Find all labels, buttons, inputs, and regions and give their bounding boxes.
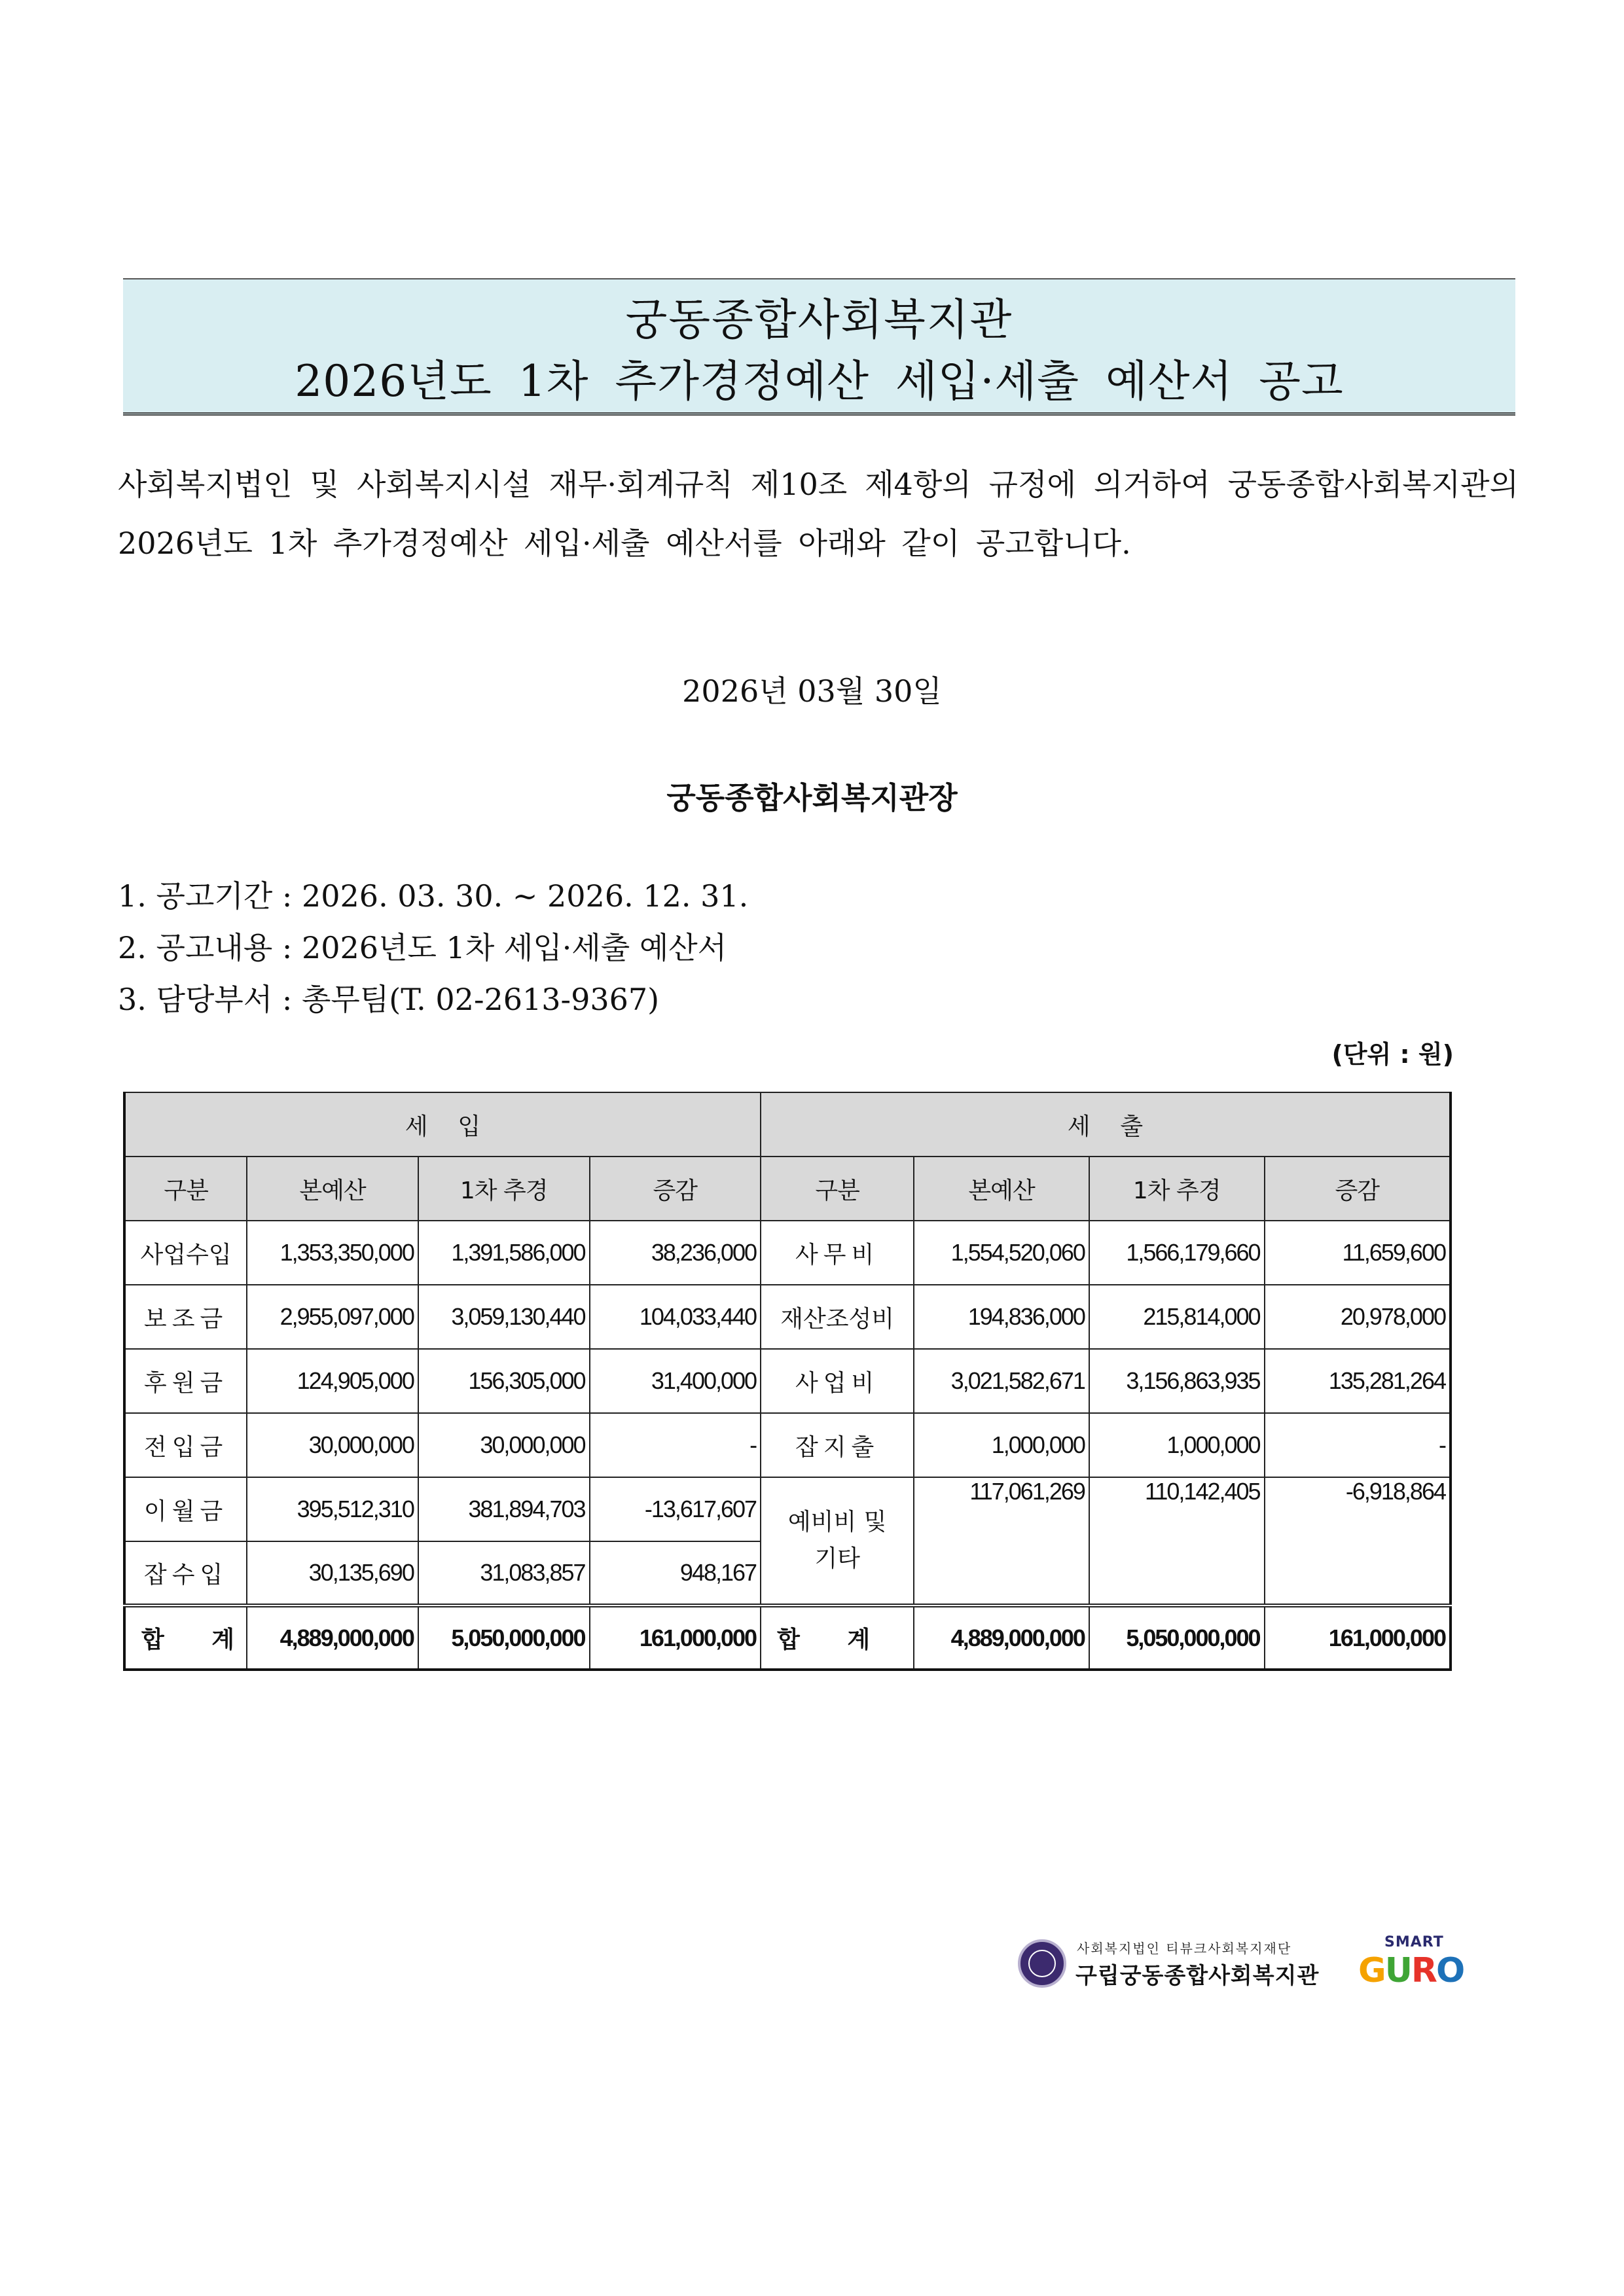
revenue-diff: 31,400,000 — [590, 1349, 761, 1413]
revenue-label: 이월금 — [124, 1477, 247, 1541]
smart-logo-text: SMART — [1384, 1934, 1444, 1950]
revenue-revised: 31,083,857 — [418, 1541, 590, 1605]
guro-letter: O — [1435, 1951, 1464, 1990]
revenue-revised: 381,894,703 — [418, 1477, 590, 1541]
expense-revised: 1,000,000 — [1089, 1413, 1265, 1477]
intro-paragraph: 사회복지법인 및 사회복지시설 재무·회계규칙 제10조 제4항의 규정에 의거하여 궁동종합사회복지관의 2026년도 1차 추가경정예산 세입·세출 예산서를 아래와 같이 공고합니다. — [118, 467, 1519, 561]
revenue-total-revised: 5,050,000,000 — [418, 1605, 590, 1670]
expense-revised: 110,142,405 — [1089, 1477, 1265, 1605]
col-category: 구분 — [761, 1157, 914, 1221]
guro-letter: R — [1411, 1951, 1436, 1990]
col-base-budget: 본예산 — [247, 1157, 418, 1221]
revenue-label: 잡수입 — [124, 1541, 247, 1605]
revenue-revised: 1,391,586,000 — [418, 1221, 590, 1285]
expense-label: 예비비 및 기타 — [761, 1477, 914, 1605]
revenue-diff: -13,617,607 — [590, 1477, 761, 1541]
revenue-label: 사업수입 — [124, 1221, 247, 1285]
footer-logo — [1018, 1934, 1476, 1993]
expense-total-label: 합 계 — [761, 1605, 914, 1670]
col-revised-budget: 1차 추경 — [418, 1157, 590, 1221]
expense-base: 3,021,582,671 — [914, 1349, 1089, 1413]
revenue-total-base: 4,889,000,000 — [247, 1605, 418, 1670]
table-total-row — [124, 1605, 1451, 1670]
expense-base: 1,000,000 — [914, 1413, 1089, 1477]
expense-label: 재산조성비 — [761, 1285, 914, 1349]
expense-diff: - — [1265, 1413, 1451, 1477]
table-row — [124, 1477, 1451, 1541]
foundation-name: 사회복지법인 티뷰크사회복지재단 — [1077, 1941, 1292, 1956]
foundation-emblem-icon — [1018, 1939, 1066, 1988]
notice-signer: 궁동종합사회복지관장 — [666, 780, 958, 816]
center-name: 구립궁동종합사회복지관 — [1075, 1963, 1320, 1989]
guro-letter: G — [1358, 1951, 1385, 1990]
revenue-revised: 156,305,000 — [418, 1349, 590, 1413]
revenue-diff: 104,033,440 — [590, 1285, 761, 1349]
notice-date: 2026년 03월 30일 — [682, 673, 942, 709]
col-base-budget: 본예산 — [914, 1157, 1089, 1221]
notice-title-box — [123, 278, 1515, 416]
revenue-header: 세 입 — [124, 1092, 761, 1157]
expense-revised: 3,156,863,935 — [1089, 1349, 1265, 1413]
col-difference: 증감 — [1265, 1157, 1451, 1221]
title-notice: 2026년도 1차 추가경정예산 세입·세출 예산서 공고 — [295, 356, 1344, 406]
expense-diff: 11,659,600 — [1265, 1221, 1451, 1285]
table-row — [124, 1349, 1451, 1413]
guro-logo — [1358, 1951, 1464, 1990]
revenue-base: 1,353,350,000 — [247, 1221, 418, 1285]
info-period: 1. 공고기간 : 2026. 03. 30. ~ 2026. 12. 31. — [118, 878, 749, 914]
table-row — [124, 1285, 1451, 1349]
revenue-base: 30,135,690 — [247, 1541, 418, 1605]
expense-label: 사업비 — [761, 1349, 914, 1413]
expense-revised: 1,566,179,660 — [1089, 1221, 1265, 1285]
revenue-label: 전입금 — [124, 1413, 247, 1477]
unit-label: (단위 : 원) — [1331, 1040, 1454, 1069]
guro-letter: U — [1384, 1951, 1411, 1990]
table-row — [124, 1221, 1451, 1285]
expense-revised: 215,814,000 — [1089, 1285, 1265, 1349]
expense-label: 잡지출 — [761, 1413, 914, 1477]
revenue-label: 후원금 — [124, 1349, 247, 1413]
revenue-base: 30,000,000 — [247, 1413, 418, 1477]
table-group-header — [124, 1092, 1451, 1157]
budget-table — [123, 1092, 1452, 1671]
revenue-diff: 38,236,000 — [590, 1221, 761, 1285]
revenue-base: 2,955,097,000 — [247, 1285, 418, 1349]
revenue-total-diff: 161,000,000 — [590, 1605, 761, 1670]
expense-total-revised: 5,050,000,000 — [1089, 1605, 1265, 1670]
revenue-base: 124,905,000 — [247, 1349, 418, 1413]
col-category: 구분 — [124, 1157, 247, 1221]
expense-label: 사무비 — [761, 1221, 914, 1285]
revenue-total-label: 합 계 — [124, 1605, 247, 1670]
expense-diff: 135,281,264 — [1265, 1349, 1451, 1413]
notice-info-list — [118, 870, 748, 1026]
info-department: 3. 담당부서 : 총무팀(T. 02-2613-9367) — [118, 982, 660, 1017]
expense-diff: 20,978,000 — [1265, 1285, 1451, 1349]
table-row — [124, 1413, 1451, 1477]
revenue-base: 395,512,310 — [247, 1477, 418, 1541]
revenue-diff: 948,167 — [590, 1541, 761, 1605]
expense-total-diff: 161,000,000 — [1265, 1605, 1451, 1670]
revenue-diff: - — [590, 1413, 761, 1477]
title-organization: 궁동종합사회복지관 — [625, 295, 1013, 345]
revenue-label: 보조금 — [124, 1285, 247, 1349]
expense-base: 194,836,000 — [914, 1285, 1089, 1349]
expense-base: 1,554,520,060 — [914, 1221, 1089, 1285]
revenue-revised: 30,000,000 — [418, 1413, 590, 1477]
col-difference: 증감 — [590, 1157, 761, 1221]
expense-base: 117,061,269 — [914, 1477, 1089, 1605]
revenue-revised: 3,059,130,440 — [418, 1285, 590, 1349]
expense-header: 세 출 — [761, 1092, 1451, 1157]
expense-total-base: 4,889,000,000 — [914, 1605, 1089, 1670]
expense-diff: -6,918,864 — [1265, 1477, 1451, 1605]
col-revised-budget: 1차 추경 — [1089, 1157, 1265, 1221]
info-content: 2. 공고내용 : 2026년도 1차 세입·세출 예산서 — [118, 930, 727, 965]
table-column-header — [124, 1157, 1451, 1221]
